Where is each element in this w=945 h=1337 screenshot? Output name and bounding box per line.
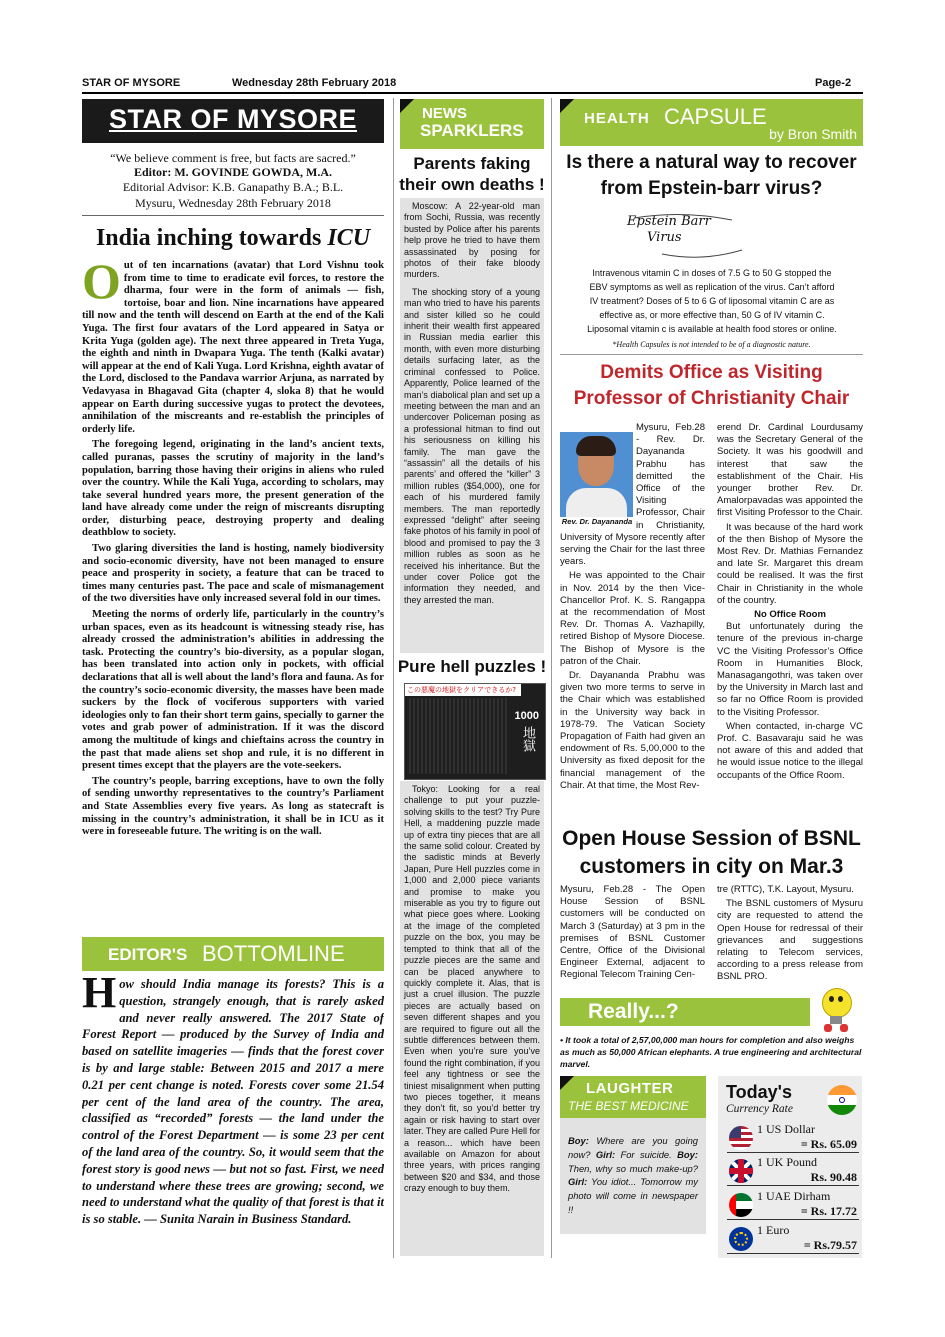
health-label-a: HEALTH	[584, 110, 650, 127]
editorial-paragraph: The country’s people, barring exceptions, have to own the folly of sending unworthy representatives to the country’s Parliament and State Assemblies every five years. As long as statecraft is missing in the country’s administration, it shall be in ICU as it were in foreseeable future. The writing is on the wall.	[82, 775, 384, 838]
currency-name: 1 UAE Dirham	[757, 1189, 831, 1203]
editorial-title-main: India inching towards	[95, 225, 328, 251]
currency-row	[727, 1189, 859, 1220]
laughter-line: Then, why so much make-up?	[568, 1162, 698, 1174]
bsnl-column-2	[717, 884, 863, 996]
health-label-b: CAPSULE	[664, 104, 767, 129]
header-page-number: Page-2	[815, 77, 852, 89]
health-image-text-2: Virus	[647, 230, 682, 245]
puzzle-box-image	[404, 683, 546, 780]
health-byline: by Bron Smith	[769, 126, 857, 142]
header-date: Wednesday 28th February 2018	[232, 77, 397, 89]
bottomline-label-b: BOTTOMLINE	[202, 941, 345, 966]
sparklers-story1-body	[400, 198, 544, 653]
health-virus-image	[612, 210, 772, 262]
column-divider	[551, 98, 552, 1258]
editorial-paragraph: Meeting the norms of orderly life, particularly in the country’s urban spaces, even as its headcount is witnessing steady rise, has already crossed the administration’s abilities in addressing the task. Protecting the country’s bio-diversity, as a popular slogan, has been translated into action only in pockets, with official declarations that all is well about the land’s flora and fauna. As for the country’s socio-economic diversity, the masses have been made suckers by the flock of vociferous supporters with varied ideologies only to fan their short term gains, specially to garner the votes and grab power of administration. If it was the discord among the multitude of kings and chieftains across the country in the past that made aliens set shop and rule, it is no different in present times except that the players are the vote-seekers.	[82, 609, 384, 772]
sparklers-story1-paragraph: Moscow: A 22-year-old man from Sochi, Russia, was recently busted by Police after his parents help prove he tried to have them assassinated by posing for photos of their fake bloody murders.	[404, 201, 540, 280]
laughter-speaker: Girl:	[568, 1176, 588, 1188]
masthead-dateline: Mysuru, Wednesday 28th February 2018	[135, 196, 331, 210]
health-title: Is there a natural way to recover from Epstein-barr virus?	[566, 152, 857, 199]
bottomline-label-a: EDITOR'S	[108, 945, 188, 964]
professor-paragraph: He was appointed to the Chair in Nov. 2014 by the then Vice-Chancellor Prof. K. S. Rangappa at the recommendation of Most Rev. Dr. Thomas A. Vazhapilly, retired Bishop of Mysore Diocese. The Bishop of Mysore is the patron of the Chair.	[560, 570, 705, 667]
editorial-paragraph: ut of ten incarnations (avatar) that Lord Vishnu took from time to time to eradicate evil forces, to restore the dharma, four were in the form of animals — fish, tortoise, boar and lion. Nine incarnations have appeared till now and the tenth will descend on Earth at the end of the Kali Yuga. The first four avatars of the Lord appeared in Satya or Krita Yuga (golden age). The next three appeared in Treta Yuga, the eighth and ninth in Dwapara Yuga. The tenth (Kalki avatar) will appear at the end of Kali Yuga. Lord Krishna, eighth avatar of the Lord, disclosed to the Pandava warrior Arjuna, as narrated by Vedavyasa in Bhagavad Gita (chapter 4, sloka 8) that he would appear on Earth during successive yugas to protect the devotees, annihilation of the miscreants and re-establish the principles of orderly life.	[82, 260, 384, 435]
editorial-title	[82, 225, 384, 252]
currency-row	[727, 1223, 859, 1254]
laughter-speaker: Girl:	[595, 1148, 616, 1160]
editorial-paragraph: Two glaring diversities the land is hosting, namely biodiversity and socio-economic diversity, have not been managed to ensure peace and prosperity in society, a feature that can be traced to times many centuries past. The pace and scale of mismanagement of the two diversities have only increased several fold in our times.	[82, 543, 384, 605]
sparklers-story2-title: Pure hell puzzles !	[397, 657, 547, 676]
photo-spacer	[560, 422, 636, 520]
professor-paragraph: erend Dr. Cardinal Lourdusamy was the Secretary General of the Society. It was his goodwill and interest that saw the establishment of the Chair. His younger brother Rev. Dr. Amalorpavadas was appointed the first Visiting Professor to the Chair.	[717, 422, 863, 519]
currency-row	[727, 1155, 859, 1186]
us-flag-icon	[729, 1126, 753, 1150]
puzzle-box-caption: この悪魔の地獄をクリアできるか?	[405, 684, 521, 696]
bottomline-body	[82, 976, 384, 1261]
sparklers-label-a: NEWS	[422, 105, 467, 122]
laughter-label-a: LAUGHTER	[586, 1080, 674, 1097]
currency-title: Today's	[726, 1082, 792, 1102]
puzzle-box-number: 1000	[514, 710, 539, 722]
masthead-advisor: Editorial Advisor: K.B. Ganapathy B.A.; B.L.	[122, 180, 344, 194]
health-banner	[560, 99, 863, 146]
health-image-text-1: Epstein Barr	[627, 214, 711, 229]
sparklers-story2-paragraph: Tokyo: Looking for a real challenge to put your puzzle-solving skills to the test? Try Pure Hell, a maddening puzzle made up of extra tiny pieces that are all the same solid colour. Created by the sadistic minds at Beverly Japan, Pure Hell puzzles come in 1,000 and 2,000 piece variants and promise to make you miserable as you try to figure out what piece goes where. Looking at the image of the completed puzzle on the box, you may be tempted to think that all of the puzzle pieces are the same and can be placed anywhere to quickly complete it. Alas, that is just a cruel illusion. The puzzle pieces are actually based on seven different shapes and you are required to figure out all the subtle differences between them. Even when you’re sure you’ve found the right combination, if you feel any tightness or see the tiniest misalignment when putting two pieces together, it means they don’t fit, so you’d better try again or risk having to start over later. They are called Pure Hell for a reason... which have been available on Amazon for about three years, with prices ranging between $20 and $34, and those crazy enough to buy them.	[404, 784, 540, 1194]
professor-photo-caption: Rev. Dr. Dayananda	[561, 517, 633, 526]
bsnl-headline: Open House Session of BSNL customers in city on Mar.3	[562, 827, 861, 878]
professor-headline: Demits Office as Visiting Professor of Christianity Chair	[573, 362, 850, 409]
laughter-body	[560, 1118, 706, 1234]
bullet-icon: •	[560, 1035, 566, 1045]
currency-value: = Rs. 17.72	[800, 1204, 857, 1218]
health-corner-icon	[560, 99, 574, 113]
laughter-banner	[560, 1076, 706, 1118]
header-paper-name: STAR OF MYSORE	[82, 77, 181, 89]
currency-name: 1 US Dollar	[757, 1122, 815, 1136]
bottomline-text: ow should India manage its forests? This is a question, strangely enough, that is rarely asked and never really answered. The 2017 State of Forest Report — produced by the Survey of India and based on satellite imageries — finds that the forest cover is by and large stable: Between 2015 and 2017 a mere 0.21 per cent change is noted. Forests cover some 21.54 per cent of the land area of the country. The area, classified as “recorded” forests — the land under the control of the Forest Department — is some 23 per cent of the land area of the country. So, it would seem that the forest story is good news — but not so fast. First, we need to understand where these trees are growing; second, we need to understand what the quality of that forest is that it is so stable. — Sunita Narain in Business Standard.	[82, 977, 384, 1227]
uae-flag-icon	[729, 1193, 753, 1217]
india-flag-icon	[827, 1085, 857, 1115]
professor-column-1	[560, 422, 705, 827]
sparklers-label-b: SPARKLERS	[420, 121, 524, 140]
professor-paragraph: Dr. Dayananda Prabhu was given two more terms to serve in the Chair which was established in the University way back in 1978-79. The Vatican Society Propagation of Faith had given an endowment of Rs. 5,00,000 to the University as fixed deposit for the financial management of the Chair. At that time, the Most Rev-	[560, 670, 705, 791]
sparklers-story2-body	[400, 781, 544, 1256]
puzzle-box-grid	[409, 698, 509, 774]
laughter-label-b: THE BEST MEDICINE	[568, 1099, 689, 1113]
currency-name: 1 UK Pound	[757, 1155, 818, 1169]
bottomline-banner	[82, 937, 384, 971]
health-rule	[560, 354, 863, 355]
currency-value: = Rs. 65.09	[800, 1137, 857, 1151]
editorial-dropcap: O	[82, 260, 121, 309]
masthead-motto: “We believe comment is free, but facts are sacred.”	[110, 151, 356, 165]
really-label: Really...?	[588, 1000, 679, 1023]
uk-flag-icon	[729, 1159, 753, 1183]
currency-value: Rs. 90.48	[810, 1170, 857, 1184]
editorial-body	[82, 260, 384, 930]
professor-column-2	[717, 422, 863, 827]
bottomline-dropcap: H	[82, 976, 117, 1017]
bsnl-paragraph: tre (RTTC), T.K. Layout, Mysuru.	[717, 884, 854, 895]
masthead-title: STAR OF MYSORE	[108, 104, 357, 134]
health-disclaimer: *Health Capsules is not intended to be of a diagnostic nature.	[612, 340, 811, 349]
health-body: Intravenous vitamin C in doses of 7.5 G to 50 G stopped the EBV symptoms as well as replication of the virus. Can’t afford IV treatment? Doses of 5 to 6 G of liposomal vitamin C are as effective as, or more effective than, 50 G of IV vitamin C. Liposomal vitamin c is available at health food stores or online.	[587, 268, 837, 334]
professor-lead: Mysuru, Feb.28 - Rev. Dr. Dayananda Prabhu has demitted the Office of the Visiting Professor, Chair in Christianity, University of Mysore recently after serving the Chair for the last three years.	[560, 422, 705, 568]
professor-subhead: No Office Room	[754, 609, 826, 621]
currency-name: 1 Euro	[757, 1223, 790, 1237]
professor-paragraph: It was because of the hard work of the then Bishop of Mysore the Most Rev. Dr. Mathias Fernandez and late Sr. Margaret this dream could be realised. It was the first Chair in Christianity in the whole of the country.	[717, 521, 863, 606]
really-fact: It took a total of 2,57,00,000 man hours for completion and also weighs as much as 50,000 African elephants. A true engineering and architectural marvel.	[560, 1035, 862, 1069]
sparklers-banner	[400, 99, 544, 149]
puzzle-box-kanji: 地獄	[520, 726, 535, 752]
laughter-line: Where are you going now?	[568, 1135, 698, 1160]
laughter-corner-icon	[560, 1076, 574, 1090]
editorial-paragraph: The foregoing legend, originating in the land’s ancient texts, called puranas, passes the scrutiny of majority in the land’s population, barring those having their origins in aliens who ruled over the country. While the Kali Yuga, according to scholars, may take several hundred years more, the present generation of the land have already come under the reign of miscreants disrupting order, disturbing peace, destroying property and dealing deathblow to society.	[82, 439, 384, 539]
laughter-line: You idiot... Tomorrow my photo will come in newspaper !!	[568, 1176, 698, 1215]
professor-paragraph: But unfortunately during the tenure of the previous in-charge VC the Visiting Professor’s Office Room in Humanities Block, Manasagangothri, was taken over by the University in March last and so far no Office Room is provided to the Visiting Professor.	[717, 621, 863, 718]
really-text	[560, 1034, 863, 1070]
header-rule	[82, 92, 863, 94]
masthead-rule	[82, 215, 384, 216]
bsnl-column-1	[560, 884, 705, 996]
masthead-editor: Editor: M. GOVINDE GOWDA, M.A.	[134, 165, 332, 179]
laughter-speaker: Boy:	[568, 1135, 589, 1146]
column-divider	[393, 98, 394, 1258]
bsnl-paragraph: The BSNL customers of Mysuru city are requested to attend the Open House for redressal of their grievances and suggestions relating to Telecom services, according to a press release from BSNL PRO.	[717, 898, 863, 983]
currency-value: = Rs.79.57	[803, 1238, 857, 1252]
sparklers-story1-title: Parents faking their own deaths !	[399, 154, 545, 194]
professor-paragraph: When contacted, in-charge VC Prof. C. Basavaraju said he was not aware of this and added that he would issue notice to the illegal occupants of the Office Room.	[717, 720, 863, 781]
laughter-speaker: Boy:	[677, 1148, 698, 1160]
currency-subtitle: Currency Rate	[726, 1103, 793, 1115]
really-banner	[560, 998, 810, 1026]
eu-flag-icon	[729, 1227, 753, 1251]
sparklers-corner-icon	[400, 99, 414, 113]
bsnl-paragraph: Mysuru, Feb.28 - The Open House Session of BSNL customers will be conducted on March 3 (Saturday) at 3 pm in the premises of BSNL Customer Centre, Office of the Divisional Engineer External, adjacent to Regional Telecom Training Cen-	[560, 884, 705, 981]
bulb-mascot-icon	[814, 986, 858, 1032]
sparklers-story1-paragraph: The shocking story of a young man who tried to have his parents and sister killed so he could inherit their wealth first appeared in Russian media earlier this month, with even more disturbing details surfacing later, as the criminal confessed to Police. Apparently, Police learned of the man’s diabolical plan and set up a meeting between the man and an undercover Policeman posing as a professional hitman to find out his seriousness on killing his family. The man gave the “assassin” all the details of his parents’ and offered the “killer” 3 million rubles ($54,000), one for each of his murdered family members. The man reportedly expressed “delight” after seeing fake photos of his family in pool of blood and promised to pay the 3 million rubles as soon as he received his inheritance. But the under cover Police got the information they needed, and they arrested the man.	[404, 286, 540, 605]
editorial-title-em: ICU	[327, 225, 371, 251]
currency-row	[727, 1122, 859, 1153]
laughter-line: For suicide.	[615, 1148, 678, 1160]
